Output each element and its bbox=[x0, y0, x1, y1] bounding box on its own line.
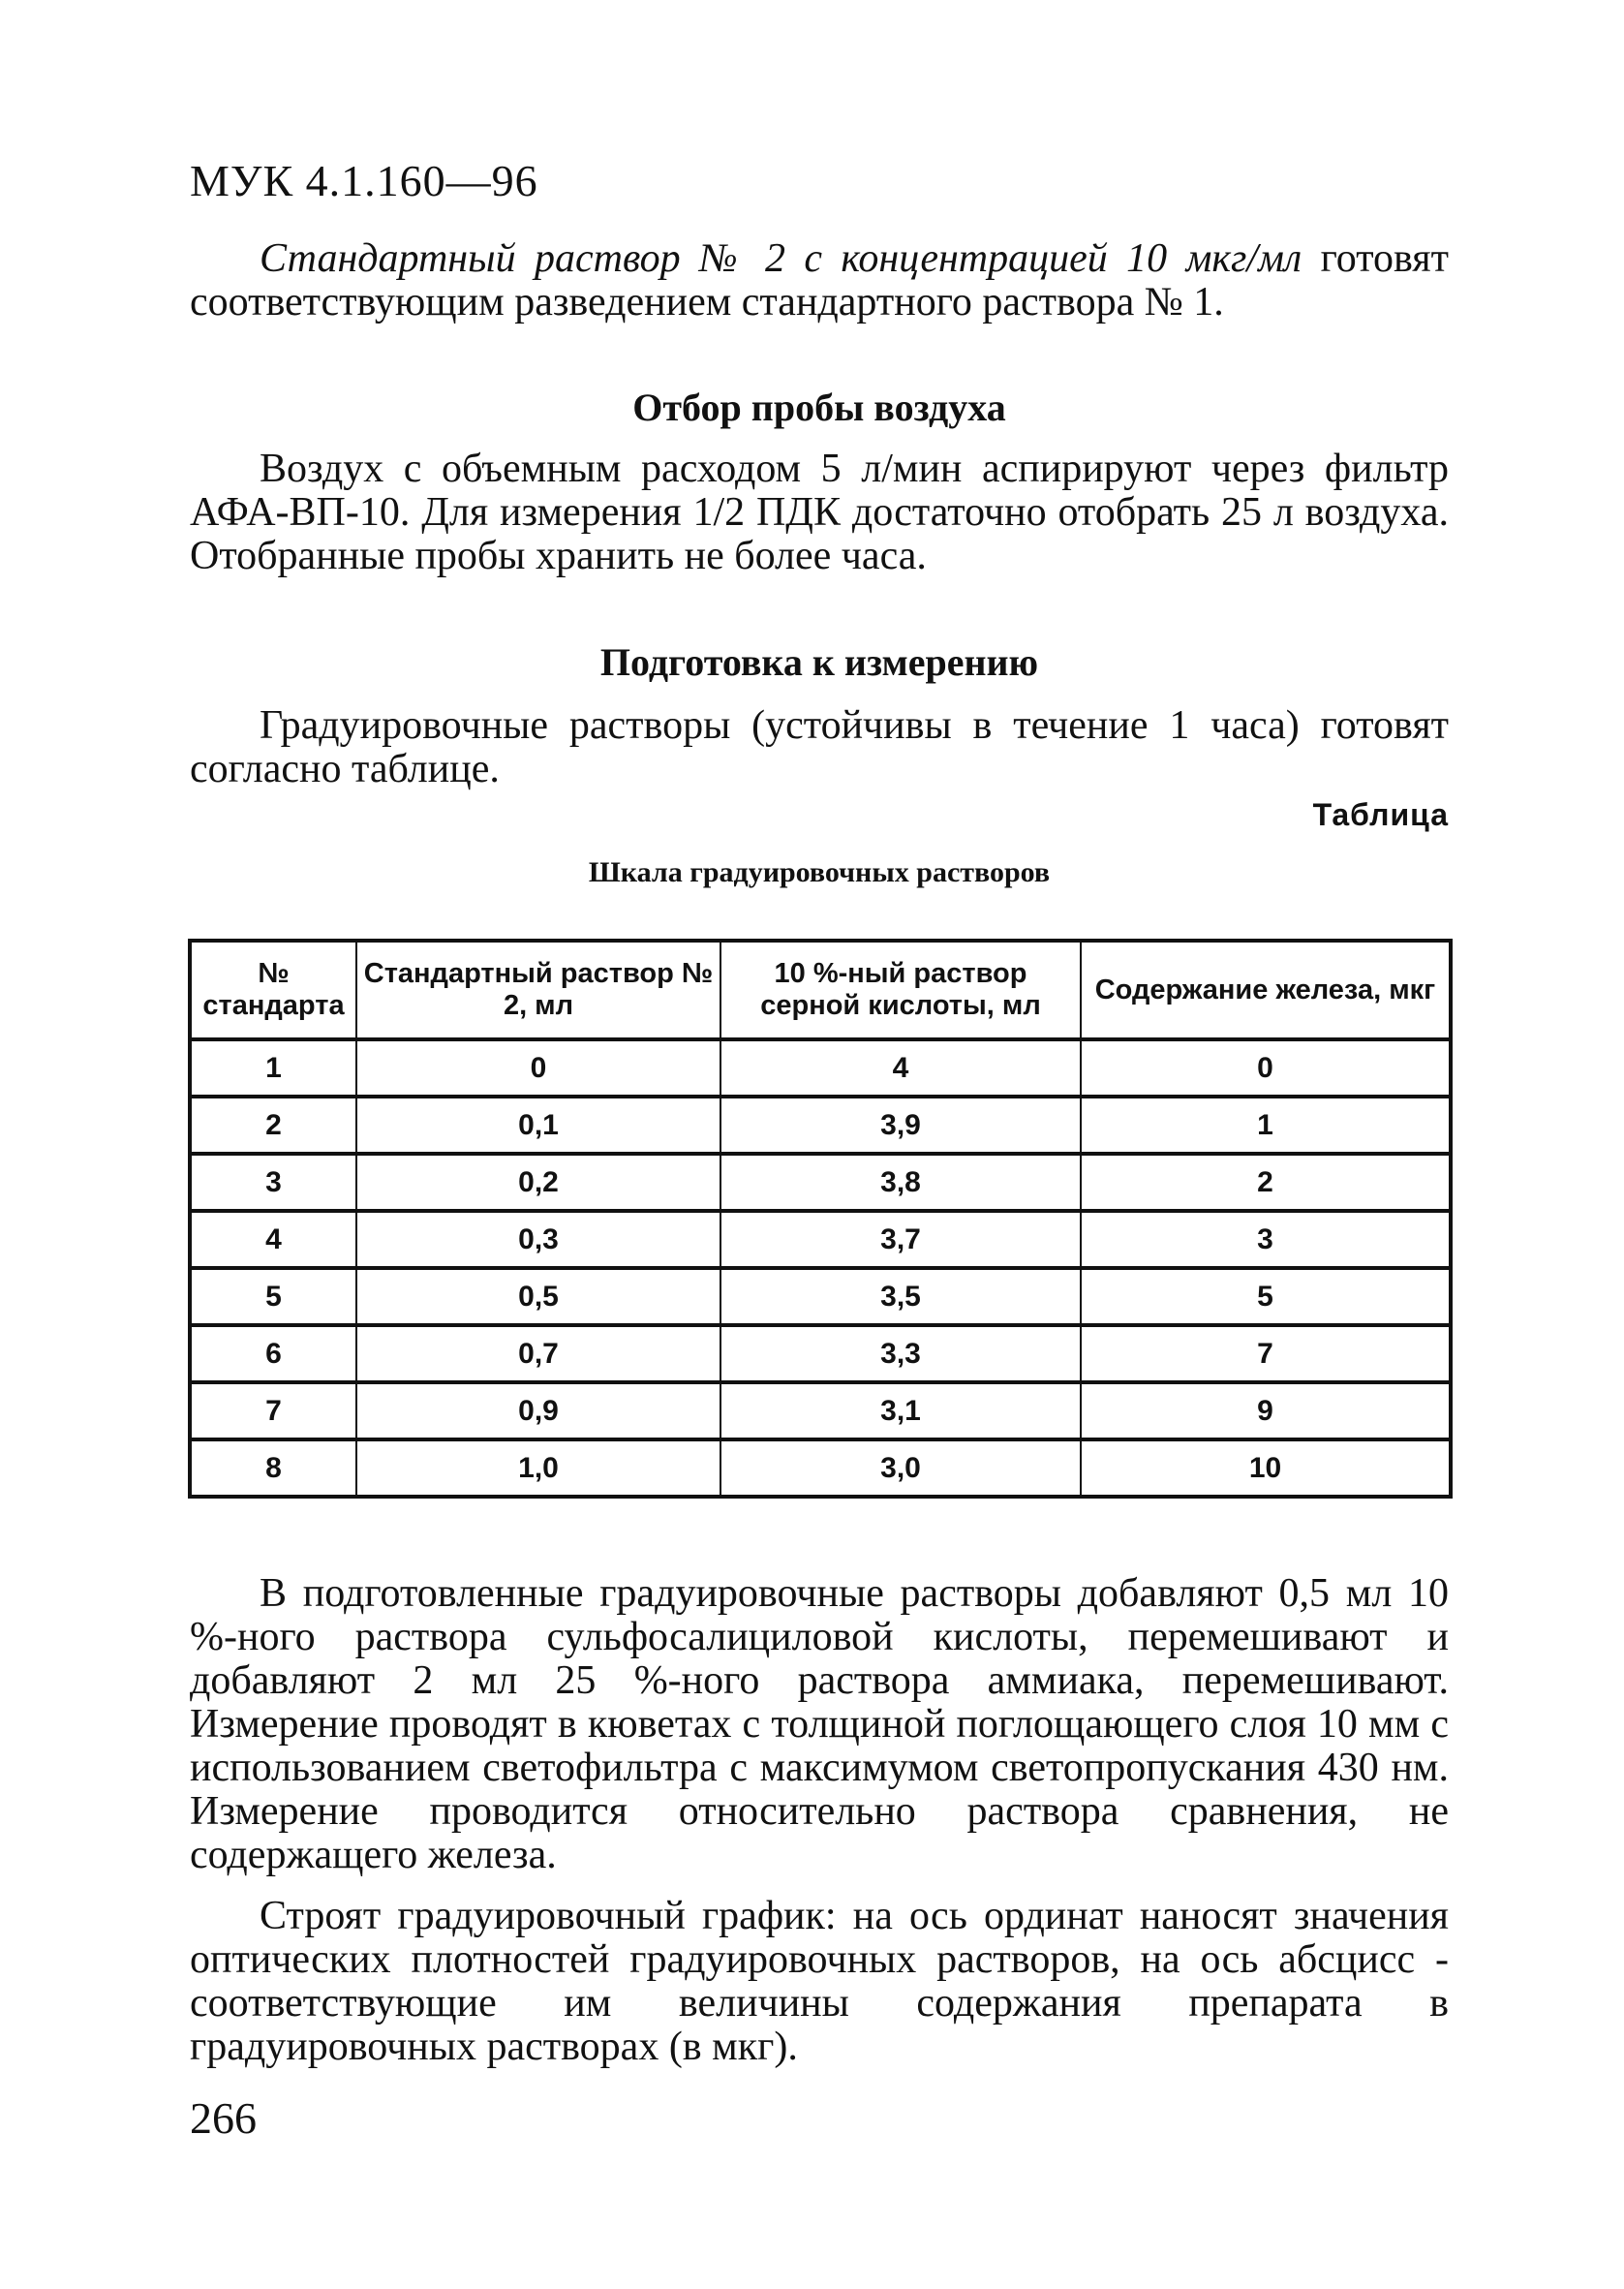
table-row bbox=[190, 1154, 1451, 1211]
table-row bbox=[190, 1382, 1451, 1439]
heading-measurement-prep: Подготовка к измерению bbox=[599, 640, 1039, 684]
table-cell: 3,5 bbox=[720, 1268, 1081, 1325]
table-cell: 10 bbox=[1081, 1439, 1451, 1497]
table-cell: 3,0 bbox=[720, 1439, 1081, 1497]
table-cell: 3,3 bbox=[720, 1325, 1081, 1382]
table-cell: 7 bbox=[190, 1382, 356, 1439]
table-row bbox=[190, 1211, 1451, 1268]
table-row bbox=[190, 1268, 1451, 1325]
sampling-text: Воздух с объемным расходом 5 л/мин аспирируют через фильтр АФА-ВП-10. Для измерения 1/2 ПДК достаточно отобрать 25 л воздуха. Отобранные пробы хранить не более часа. bbox=[190, 447, 1449, 578]
table-cell: 0,3 bbox=[356, 1211, 720, 1268]
intro-text: готовят соответствующим разведением стандартного раствора № 1. bbox=[190, 236, 1449, 325]
table-cell: 0 bbox=[1081, 1039, 1451, 1097]
column-header-standard-number: № стандарта bbox=[190, 941, 356, 1039]
prep-text: Градуировочные растворы (устойчивы в течение 1 часа) готовят согласно таблице. bbox=[190, 703, 1449, 791]
page-number: 266 bbox=[190, 2093, 257, 2143]
table-cell: 2 bbox=[190, 1097, 356, 1154]
table-cell: 1 bbox=[190, 1039, 356, 1097]
heading-air-sampling: Отбор пробы воздуха bbox=[632, 386, 1006, 429]
table-cell: 3 bbox=[190, 1154, 356, 1211]
table-cell: 4 bbox=[720, 1039, 1081, 1097]
prep-paragraph bbox=[190, 704, 1449, 791]
table-cell: 1,0 bbox=[356, 1439, 720, 1497]
after-table-text-1: В подготовленные градуировочные растворы добавляют 0,5 мл 10 %-ного раствора сульфосалициловой кислоты, перемешивают и добавляют 2 мл 25 %-ного раствора аммиака, перемешивают. Измерение проводят в кюветах с толщиной поглощающего слоя 10 мм с использованием светофильтра с максимумом светопропускания 430 нм. Измерение проводится относительно раствора сравнения, не содержащего железа. bbox=[190, 1571, 1449, 1877]
after-table-paragraph-2 bbox=[190, 1895, 1449, 2069]
table-label: Таблица bbox=[1312, 797, 1449, 832]
table-cell: 5 bbox=[190, 1268, 356, 1325]
table-row bbox=[190, 1325, 1451, 1382]
table-cell: 3 bbox=[1081, 1211, 1451, 1268]
column-header-standard-solution: Стандартный раствор № 2, мл bbox=[356, 941, 720, 1039]
sampling-paragraph bbox=[190, 448, 1449, 578]
table-caption: Шкала градуировочных растворов bbox=[588, 856, 1051, 888]
table-cell: 0,9 bbox=[356, 1382, 720, 1439]
table-cell: 0,2 bbox=[356, 1154, 720, 1211]
table-cell: 3,7 bbox=[720, 1211, 1081, 1268]
table-row bbox=[190, 1439, 1451, 1497]
table-cell: 3,8 bbox=[720, 1154, 1081, 1211]
table-cell: 0,7 bbox=[356, 1325, 720, 1382]
after-table-text-2: Строят градуировочный график: на ось ординат наносят значения оптических плотностей градуировочных растворов, на ось абсцисс - соответствующие им величины содержания препарата в градуировочных растворах (в мкг). bbox=[190, 1894, 1449, 2069]
column-header-iron-content: Содержание железа, мкг bbox=[1081, 941, 1451, 1039]
table-header-row bbox=[190, 941, 1451, 1039]
intro-paragraph bbox=[190, 237, 1449, 325]
after-table-paragraph-1 bbox=[190, 1572, 1449, 1877]
table-cell: 5 bbox=[1081, 1268, 1451, 1325]
table-row bbox=[190, 1097, 1451, 1154]
table-cell: 0,1 bbox=[356, 1097, 720, 1154]
table-cell: 9 bbox=[1081, 1382, 1451, 1439]
document-code: МУК 4.1.160—96 bbox=[190, 156, 538, 205]
table-cell: 4 bbox=[190, 1211, 356, 1268]
table-cell: 2 bbox=[1081, 1154, 1451, 1211]
table-row bbox=[190, 1039, 1451, 1097]
table-cell: 7 bbox=[1081, 1325, 1451, 1382]
table-cell: 8 bbox=[190, 1439, 356, 1497]
table-cell: 0,5 bbox=[356, 1268, 720, 1325]
column-header-sulfuric-acid: 10 %-ный раствор серной кислоты, мл bbox=[720, 941, 1081, 1039]
table-cell: 3,1 bbox=[720, 1382, 1081, 1439]
intro-italic-text: Стандартный раствор № 2 с концентрацией 10 мкг/мл bbox=[260, 236, 1302, 281]
table-cell: 0 bbox=[356, 1039, 720, 1097]
table-cell: 6 bbox=[190, 1325, 356, 1382]
calibration-table bbox=[188, 939, 1453, 1499]
table-cell: 3,9 bbox=[720, 1097, 1081, 1154]
table-cell: 1 bbox=[1081, 1097, 1451, 1154]
